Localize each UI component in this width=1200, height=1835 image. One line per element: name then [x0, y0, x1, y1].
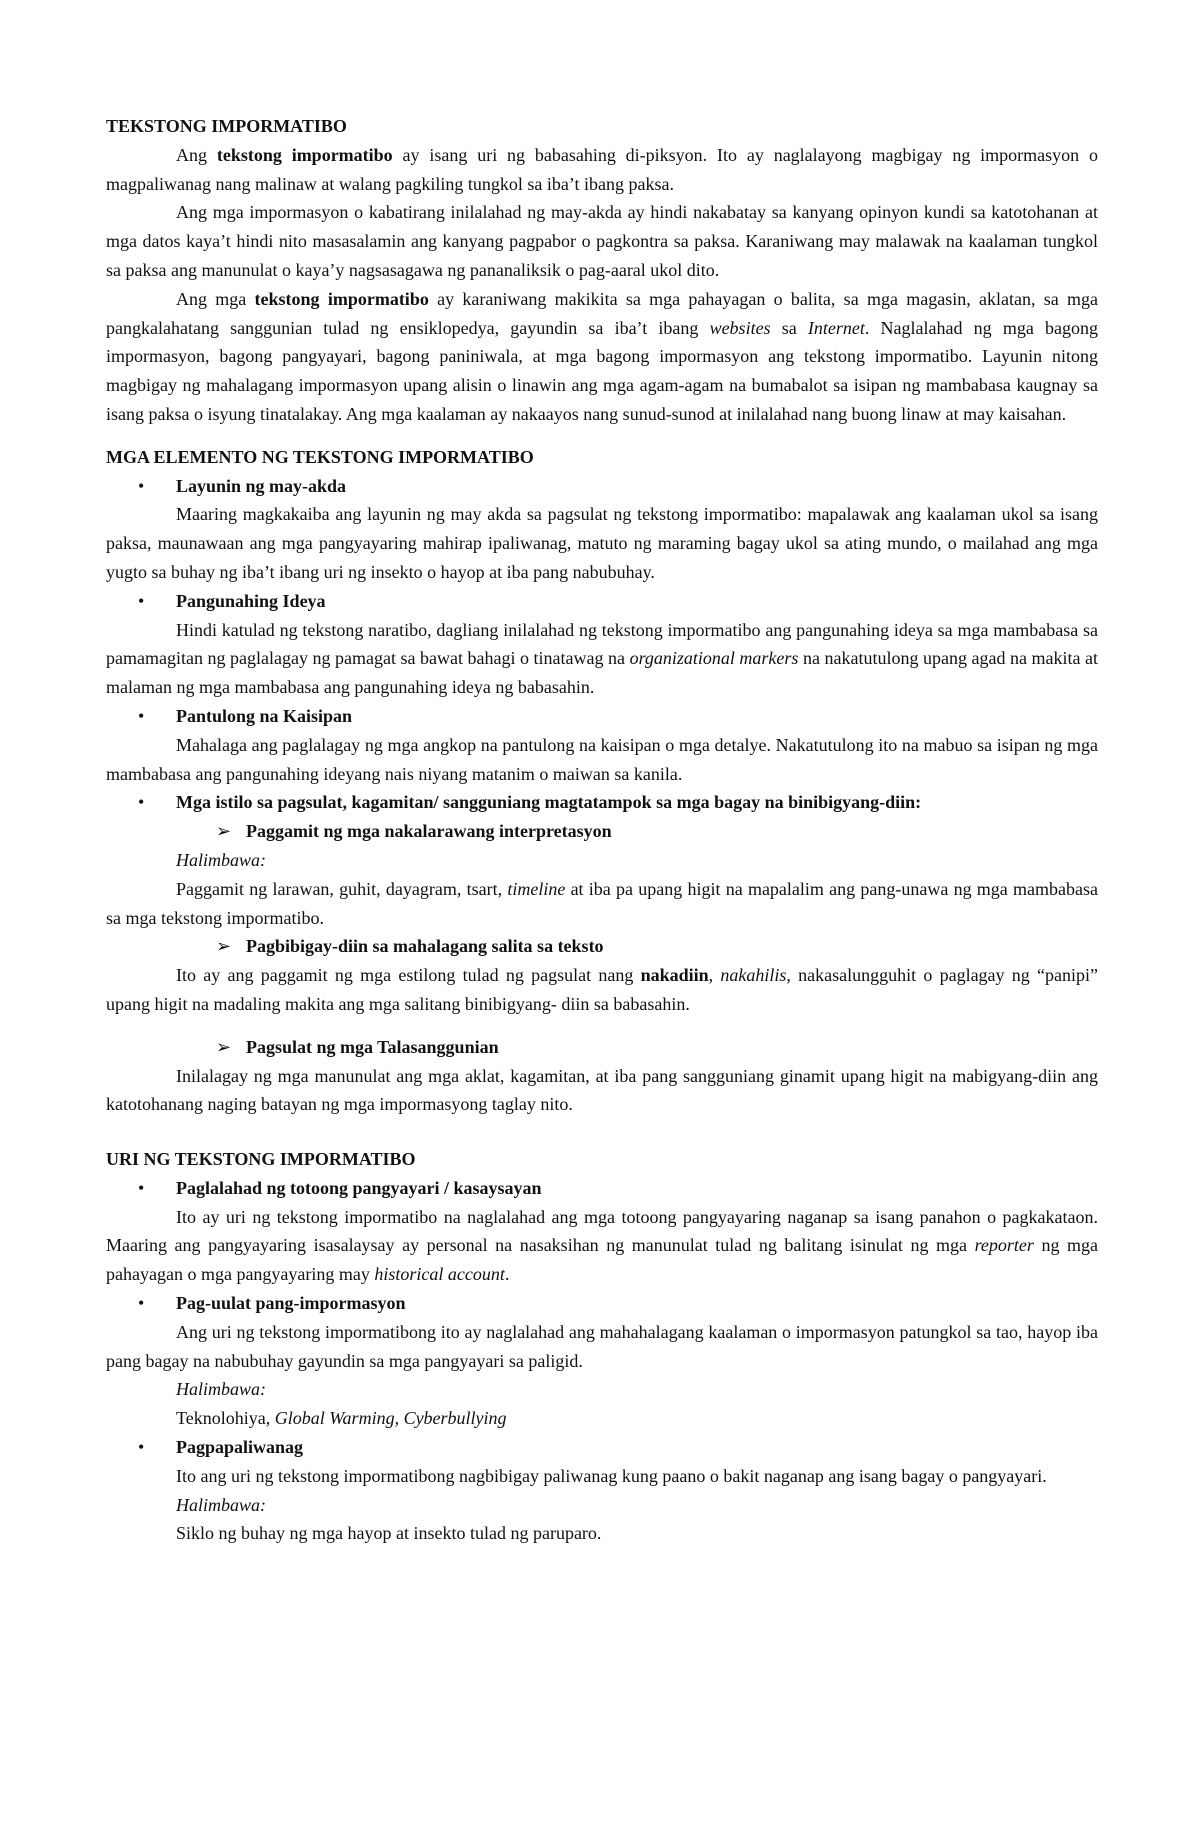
- bullet-pagpapaliwanag: • Pagpapaliwanag: [106, 1433, 1098, 1462]
- paragraph-pantulong-na-kaisipan: Mahalaga ang paglalagay ng mga angkop na pantulong na kaisipan o mga detalye. Nakatutulong ito na mabuo sa isipan ng mga mambabasa ang pangunahing ideyang nais niyang matanim o maiwan sa kanila.: [106, 734, 1098, 784]
- arrow-item-nakalarawang-interpretasyon: ➢ Paggamit ng mga nakalarawang interpretasyon: [106, 817, 1098, 846]
- section-title-tekstong-impormatibo: TEKSTONG IMPORMATIBO: [106, 116, 347, 136]
- example-label: Halimbawa:: [176, 1379, 266, 1400]
- bullet-layunin: • Layunin ng may-akda: [106, 472, 1098, 501]
- paragraph-pagbibigay-diin: Ito ay ang paggamit ng mga estilong tulad ng pagsulat nang nakadiin, nakahilis, nakasalungguhit o paglagay ng “panipi” upang higit na madaling makita ang mga salitang binibigyang- diin sa babasahin.: [106, 965, 1098, 1014]
- bullet-pag-uulat: • Pag-uulat pang-impormasyon: [106, 1289, 1098, 1318]
- paragraph-paglalahad: Ito ay uri ng tekstong impormatibo na naglalahad ang mga totoong pangyayaring naganap sa isang panahon o pagkakataon. Maaring ang pangyayaring isasalaysay ay personal na nasaksihan ng manunulat tulad ng balitang isinulat ng mga reporter ng mga pahayagan o mga pangyayaring may historical account.: [106, 1206, 1098, 1285]
- paragraph-makikita: Ang mga tekstong impormatibo ay karaniwang makikita sa mga pahayagan o balita, sa mga magasin, aklatan, sa mga pangkalahatang sanggunian tulad ng ensiklopedya, gayundin sa iba’t ibang websites sa Internet. Naglalahad ng mga bagong impormasyon, bagong pangyayari, bagong paniniwala, at mga bagong impormasyon ang tekstong impormatibo. Layunin nitong magbigay ng mahalagang impormasyon upang alisin o linawin ang mga agam-agam na bumabalot sa isipan ng mambabasa kaugnay sa isang paksa o isyung tinatalakay. Ang mga kaalaman ay nakaayos nang sunud-sunod at inilalahad nang buong linaw at may kaisahan.: [106, 288, 1099, 424]
- bullet-pangunahing-ideya: • Pangunahing Ideya: [106, 587, 1098, 616]
- paragraph-nakalarawang-interpretasyon: Paggamit ng larawan, guhit, dayagram, tsart, timeline at iba pa upang higit na mapalalim ang pang-unawa ng mga mambabasa sa mga tekstong impormatibo.: [106, 878, 1099, 928]
- paragraph-impormasyon: Ang mga impormasyon o kabatirang inilalahad ng may-akda ay hindi nakabatay sa kanyang opinyon kundi sa katotohanan at mga datos kaya’t hindi nito masasalamin ang kanyang pagpabor o pagkontra sa paksa. Karaniwang may malawak na kaalaman tungkol sa paksa ang manunulat o kaya’y nagsasagawa ng pananaliksik o pag-aaral ukol dito.: [106, 202, 1098, 280]
- example-label: Halimbawa:: [176, 1494, 266, 1515]
- example-label: Halimbawa:: [176, 849, 266, 870]
- example-text-pagpapaliwanag: Siklo ng buhay ng mga hayop at insekto tulad ng paruparo.: [176, 1523, 602, 1544]
- paragraph-pangunahing-ideya: Hindi katulad ng tekstong naratibo, dagliang inilalahad ng tekstong impormatibo ang pangunahing ideya sa mga mambabasa sa pamamagitan ng paglalagay ng pamagat sa bawat bahagi o tinatawag na organizational markers na nakatutulong upang agad na makita at malaman ng mga mambabasa ang pangunahing ideya ng babasahin.: [106, 619, 1098, 698]
- paragraph-definition: Ang tekstong impormatibo ay isang uri ng babasahing di-piksyon. Ito ay naglalayong magbigay ng impormasyon o magpaliwanag nang malinaw at walang pagkiling tungkol sa iba’t ibang paksa.: [106, 144, 1098, 194]
- bullet-mga-istilo: • Mga istilo sa pagsulat, kagamitan/ sangguniang magtatampok sa mga bagay na binibigyang-diin:: [106, 788, 1098, 817]
- bullet-paglalahad: • Paglalahad ng totoong pangyayari / kasaysayan: [106, 1174, 1098, 1203]
- arrow-item-talasanggunian: ➢ Pagsulat ng mga Talasanggunian: [106, 1033, 1098, 1062]
- paragraph-pag-uulat: Ang uri ng tekstong impormatibong ito ay naglalahad ang mahahalagang kaalaman o impormasyon patungkol sa tao, hayop iba pang bagay na nabubuhay gayundin sa mga pangyayari sa paligid.: [106, 1321, 1098, 1371]
- bullet-pantulong-na-kaisipan: • Pantulong na Kaisipan: [106, 702, 1098, 731]
- arrow-item-pagbibigay-diin: ➢ Pagbibigay-diin sa mahalagang salita sa teksto: [106, 932, 1098, 961]
- example-text-pag-uulat: Teknolohiya, Global Warming, Cyberbullying: [176, 1408, 507, 1429]
- paragraph-talasanggunian: Inilalagay ng mga manunulat ang mga aklat, kagamitan, at iba pang sangguniang ginamit upang higit na mabigyang-diin ang katotohanang naging batayan ng mga impormasyong taglay nito.: [106, 1065, 1098, 1115]
- section-title-uri-ng-tekstong-impormatibo: URI NG TEKSTONG IMPORMATIBO: [106, 1149, 416, 1170]
- section-title-mga-elemento: MGA ELEMENTO NG TEKSTONG IMPORMATIBO: [106, 446, 534, 467]
- paragraph-layunin: Maaring magkakaiba ang layunin ng may akda sa pagsulat ng tekstong impormatibo: mapalawak ang kaalaman ukol sa isang paksa, maunawaan ang mga pangyayaring mahirap ipaliwanag, matuto ng maraming bagay ukol sa ating mundo, o mailahad ang mga yugto sa buhay ng iba’t ibang uri ng insekto o hayop at iba pang nabubuhay.: [106, 504, 1098, 582]
- paragraph-pagpapaliwanag: Ito ang uri ng tekstong impormatibong nagbibigay paliwanag kung paano o bakit naganap ang isang bagay o pangyayari.: [176, 1465, 1047, 1486]
